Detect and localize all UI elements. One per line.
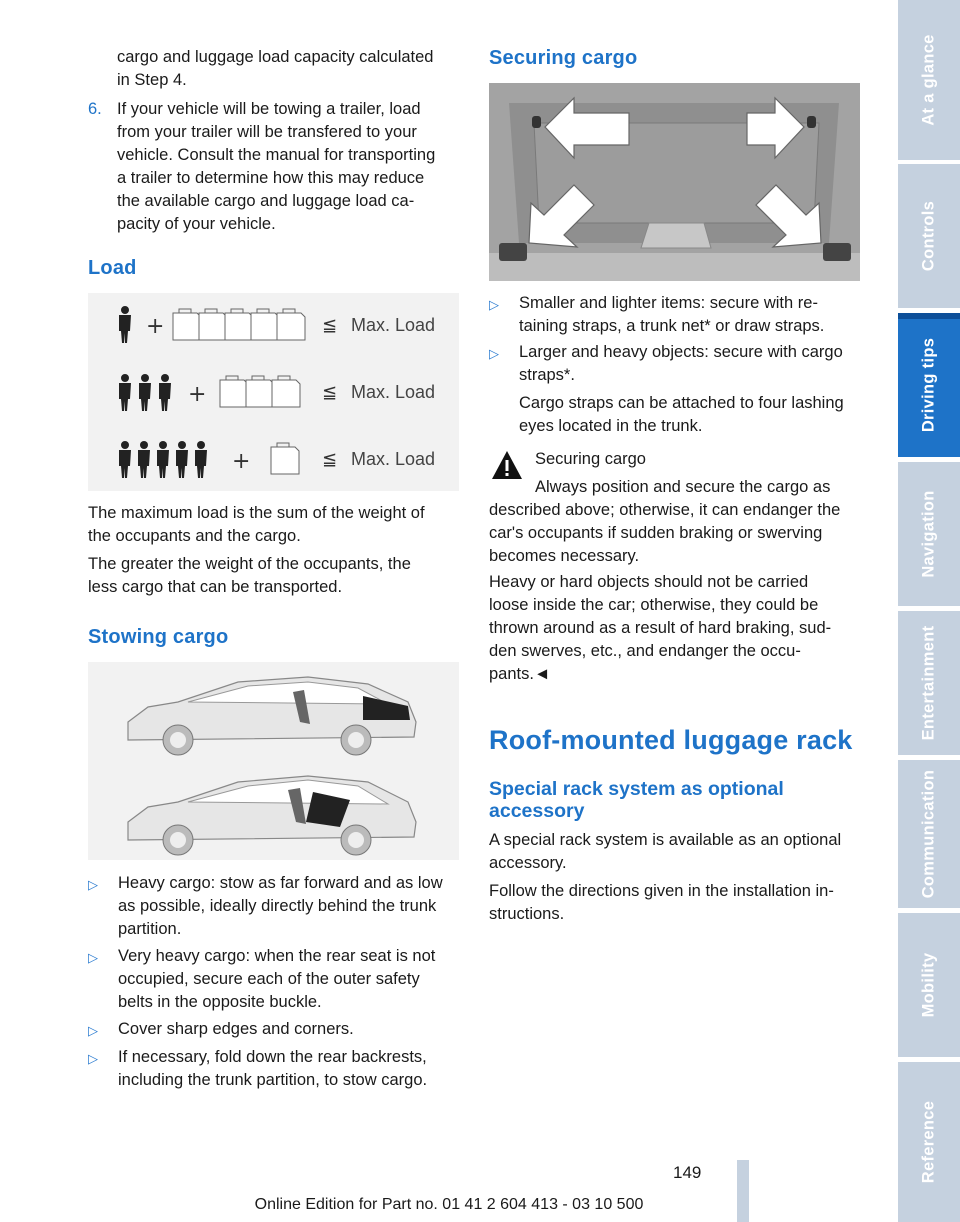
warning-text <box>489 476 864 568</box>
text-line: Cover sharp edges and corners. <box>118 1020 354 1038</box>
load-diagram <box>88 293 459 491</box>
intro-line-2: in Step 4. <box>117 71 187 89</box>
trunk-illustration <box>489 83 860 281</box>
tab-label: Communication <box>919 769 938 899</box>
row-3 <box>119 441 435 478</box>
text-line: as possible, ideally directly behind the trunk <box>118 897 437 915</box>
text-line: Always position and secure the cargo as <box>535 478 831 496</box>
text-line: Cargo straps can be attached to four lashing <box>519 394 844 412</box>
tab-communication[interactable] <box>898 760 960 908</box>
text-line: The greater the weight of the occupants, the <box>88 555 411 573</box>
load-paragraph-2 <box>88 553 463 599</box>
item6-line: from your trailer will be transfered to your <box>117 123 417 141</box>
stowing-heading: Stowing cargo <box>88 626 229 648</box>
bullet-triangle-icon: ▷ <box>489 297 499 312</box>
tab-label: Controls <box>919 200 938 272</box>
bullet-triangle-icon: ▷ <box>88 877 98 892</box>
max-load-label: Max. Load <box>351 382 436 402</box>
tab-reference[interactable] <box>898 1062 960 1222</box>
bullet-triangle-icon: ▷ <box>489 346 499 361</box>
lashing-eye-icon <box>807 116 816 128</box>
load-heading: Load <box>88 257 137 279</box>
text-line: partition. <box>118 920 182 938</box>
text-line: described above; otherwise, it can endanger the <box>489 501 841 519</box>
tab-mobility[interactable] <box>898 913 960 1057</box>
text-line: including the trunk partition, to stow cargo. <box>118 1071 428 1089</box>
tab-label: Mobility <box>919 952 938 1018</box>
text-line: pants.◄ <box>489 665 551 683</box>
item6-line: If your vehicle will be towing a trailer, load <box>117 100 421 118</box>
warning-title: Securing cargo <box>535 450 646 468</box>
heavy-objects-paragraph <box>489 571 864 686</box>
stowing-bullet-4 <box>88 1046 460 1094</box>
text-line: Very heavy cargo: when the rear seat is not <box>118 947 436 965</box>
row-2 <box>119 374 435 411</box>
text-line: Larger and heavy objects: secure with cargo <box>519 343 843 361</box>
tab-navigation[interactable] <box>898 462 960 606</box>
item6-line: a trailer to determine how this may reduce <box>117 169 425 187</box>
tab-controls[interactable] <box>898 164 960 308</box>
plus-sign: + <box>232 449 251 474</box>
securing-bullet-2 <box>489 341 861 441</box>
intro-paragraph <box>117 46 467 92</box>
intro-line-1: cargo and luggage load capacity calculated <box>117 48 434 66</box>
text-line: den swerves, etc., and endanger the occu- <box>489 642 801 660</box>
item6-line: vehicle. Consult the manual for transporting <box>117 146 436 164</box>
row-1 <box>119 306 435 343</box>
text-line: Special rack system as optional <box>489 778 784 800</box>
stowing-bullet-1 <box>88 872 460 942</box>
footer-edition: Online Edition for Part no. 01 41 2 604 413 - 03 10 500 <box>254 1196 644 1213</box>
tab-entertainment[interactable] <box>898 611 960 755</box>
list-number: 6. <box>88 100 102 118</box>
item6-line: pacity of your vehicle. <box>117 215 276 233</box>
stowing-bullet-2 <box>88 945 460 1015</box>
stowing-figure <box>88 662 459 860</box>
text-line: The maximum load is the sum of the weight of <box>88 504 425 522</box>
text-line: Follow the directions given in the installation in- <box>489 882 834 900</box>
bullet-triangle-icon: ▷ <box>88 950 98 965</box>
trunk-figure <box>489 83 860 281</box>
car-top <box>128 677 416 755</box>
text-line: straps*. <box>519 366 575 384</box>
securing-bullet-1 <box>489 292 861 340</box>
roof-rack-heading: Roof-mounted luggage rack <box>489 725 853 755</box>
chapter-tabs <box>898 0 960 1222</box>
text-line: belts in the opposite buckle. <box>118 993 322 1011</box>
leq-sign: ≦ <box>322 449 338 470</box>
tab-label: Entertainment <box>919 625 938 741</box>
plus-sign: + <box>188 382 207 407</box>
tab-label: Reference <box>919 1100 938 1184</box>
stowing-bullet-3 <box>88 1018 460 1042</box>
page-number: 149 <box>673 1163 702 1182</box>
car-bottom <box>128 776 416 855</box>
leq-sign: ≦ <box>322 382 338 403</box>
max-load-label: Max. Load <box>351 315 436 335</box>
load-figure <box>88 293 459 491</box>
text-line: less cargo that can be transported. <box>88 578 343 596</box>
leq-sign: ≦ <box>322 315 338 336</box>
text-line: accessory <box>489 800 585 822</box>
text-line: If necessary, fold down the rear backrests, <box>118 1048 427 1066</box>
text-line: structions. <box>489 905 565 923</box>
special-rack-heading <box>489 778 784 822</box>
lashing-eye-icon <box>532 116 541 128</box>
text-line: loose inside the car; otherwise, they could be <box>489 596 819 614</box>
text-line: A special rack system is available as an optional <box>489 831 842 849</box>
text-line: taining straps, a trunk net* or draw straps. <box>519 317 825 335</box>
tab-label: At a glance <box>919 34 938 126</box>
lashing-eye-icon <box>823 243 851 261</box>
tab-label: Navigation <box>919 490 938 578</box>
tab-driving-tips[interactable] <box>898 313 960 457</box>
plus-sign: + <box>146 314 165 339</box>
text-line: Smaller and lighter items: secure with re- <box>519 294 818 312</box>
bullet-triangle-icon: ▷ <box>88 1051 98 1066</box>
text-line: occupied, secure each of the outer safety <box>118 970 420 988</box>
text-line: Heavy or hard objects should not be carried <box>489 573 809 591</box>
text-line: Heavy cargo: stow as far forward and as low <box>118 874 443 892</box>
car-cargo-illustration <box>88 662 459 860</box>
text-line: accessory. <box>489 854 567 872</box>
item6-line: the available cargo and luggage load ca- <box>117 192 415 210</box>
text-line: the occupants and the cargo. <box>88 527 301 545</box>
text-line: thrown around as a result of hard braking, sud- <box>489 619 832 637</box>
tab-label: Driving tips <box>919 337 938 433</box>
securing-heading: Securing cargo <box>489 47 638 69</box>
load-paragraph-1 <box>88 502 463 548</box>
bullet-triangle-icon: ▷ <box>88 1023 98 1038</box>
tab-at-a-glance[interactable] <box>898 0 960 160</box>
lashing-eye-icon <box>499 243 527 261</box>
text-line: becomes necessary. <box>489 547 640 565</box>
text-line: eyes located in the trunk. <box>519 417 703 435</box>
special-paragraph-1 <box>489 829 864 875</box>
special-paragraph-2 <box>489 880 864 926</box>
max-load-label: Max. Load <box>351 449 436 469</box>
list-item-6 <box>88 98 468 238</box>
text-line: car's occupants if sudden braking or swerving <box>489 524 823 542</box>
